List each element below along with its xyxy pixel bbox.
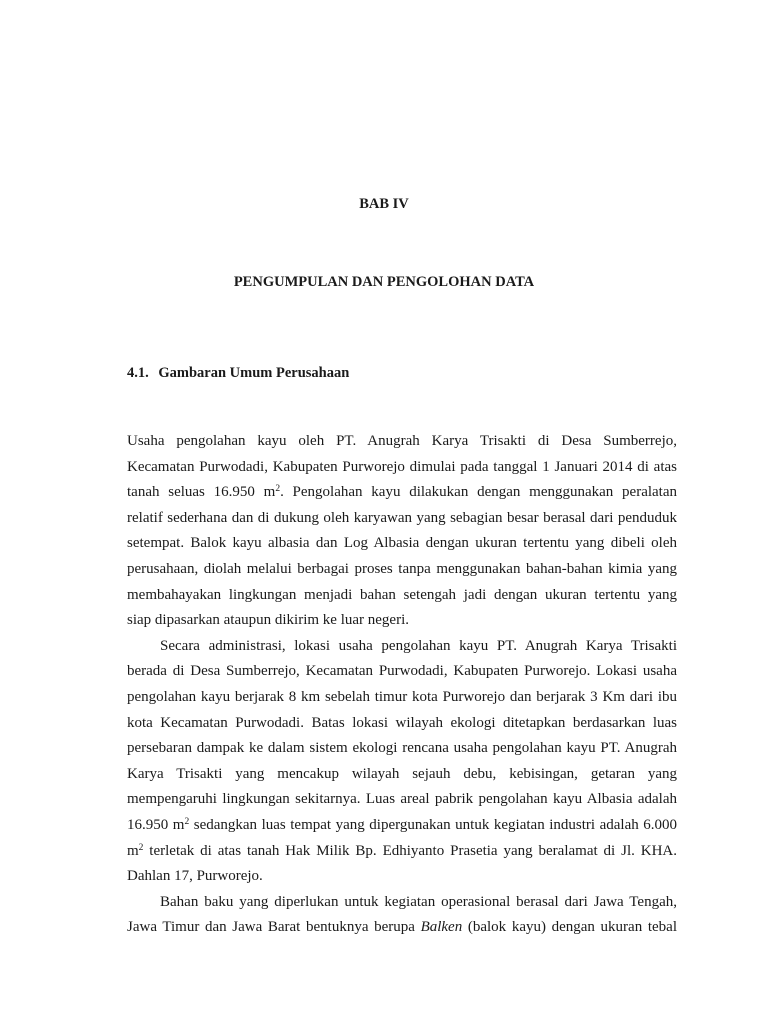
text-line: setempat. Balok kayu albasia dan Log Albasia dengan ukuran tertentu yang dibeli oleh [127,535,677,552]
text-line: siap dipasarkan ataupun dikirim ke luar negeri. [127,612,409,629]
paragraph [127,890,677,941]
text-line: tanah seluas 16.950 $m^2$. Pengolahan kayu dilakukan dengan menggunakan peralatan [127,484,677,501]
chapter-number: BAB IV [359,196,409,212]
text-line: persebaran dampak ke dalam sistem ekologi rencana usaha pengolahan kayu PT. Anugrah [127,740,677,757]
body-text [127,429,677,941]
section-heading [127,365,349,382]
text-line: Usaha pengolahan kayu oleh PT. Anugrah Karya Trisakti di Desa Sumberrejo, [127,433,677,449]
text-line: Jawa Timur dan Jawa Barat bentuknya berupa Balken (balok kayu) dengan ukuran tebal [127,919,677,936]
text-line: mempengaruhi lingkungan sekitarnya. Luas areal pabrik pengolahan kayu Albasia adalah [127,791,677,808]
text-line: 16.950 $m^2$ sedangkan luas tempat yang dipergunakan untuk kegiatan industri adalah 6.000 [127,816,678,833]
text-line: $m^2$ terletak di atas tanah Hak Milik Bp. Edhiyanto Prasetia yang beralamat di Jl. KHA. [127,842,677,859]
section-title: Gambaran Umum Perusahaan [158,365,350,381]
superscript: 2 [275,484,281,495]
chapter-title: PENGUMPULAN DAN PENGOLOHAN DATA [233,274,535,290]
text-line: Karya Trisakti yang mencakup wilayah sejauh debu, kebisingan, getaran yang [127,765,677,782]
text-line: perusahaan, diolah melalui berbagai proses tanpa menggunakan bahan-bahan kimia yang [127,560,677,577]
superscript: 2 [184,816,190,827]
text-line: berada di Desa Sumberrejo, Kecamatan Purwodadi, Kabupaten Purworejo. Lokasi usaha [127,663,677,680]
text-line: Secara administrasi, lokasi usaha pengolahan kayu PT. Anugrah Karya Trisakti [160,637,677,654]
text-line: membahayakan lingkungan menjadi bahan setengah jadi dengan ukuran tertentu yang [127,586,677,603]
text-line: relatif sederhana dan di dukung oleh karyawan yang sebagian besar berasal dari penduduk [127,509,677,526]
text-line: Dahlan 17, Purworejo. [127,868,263,885]
text-line: Kecamatan Purwodadi, Kabupaten Purworejo dimulai pada tanggal 1 Januari 2014 di atas [127,458,677,475]
text-line: Bahan baku yang diperlukan untuk kegiatan operasional berasal dari Jawa Tengah, [160,893,677,910]
section-number: 4.1. [127,365,149,381]
paragraph [127,429,677,634]
text-line: kota Kecamatan Purwodadi. Batas lokasi wilayah ekologi ditetapkan berdasarkan luas [127,714,677,731]
superscript: 2 [138,842,144,853]
paragraph [127,634,677,890]
italic-term: Balken [420,919,463,936]
text-line: pengolahan kayu berjarak 8 km sebelah timur kota Purworejo dan berjarak 3 Km dari ibu [127,688,677,705]
